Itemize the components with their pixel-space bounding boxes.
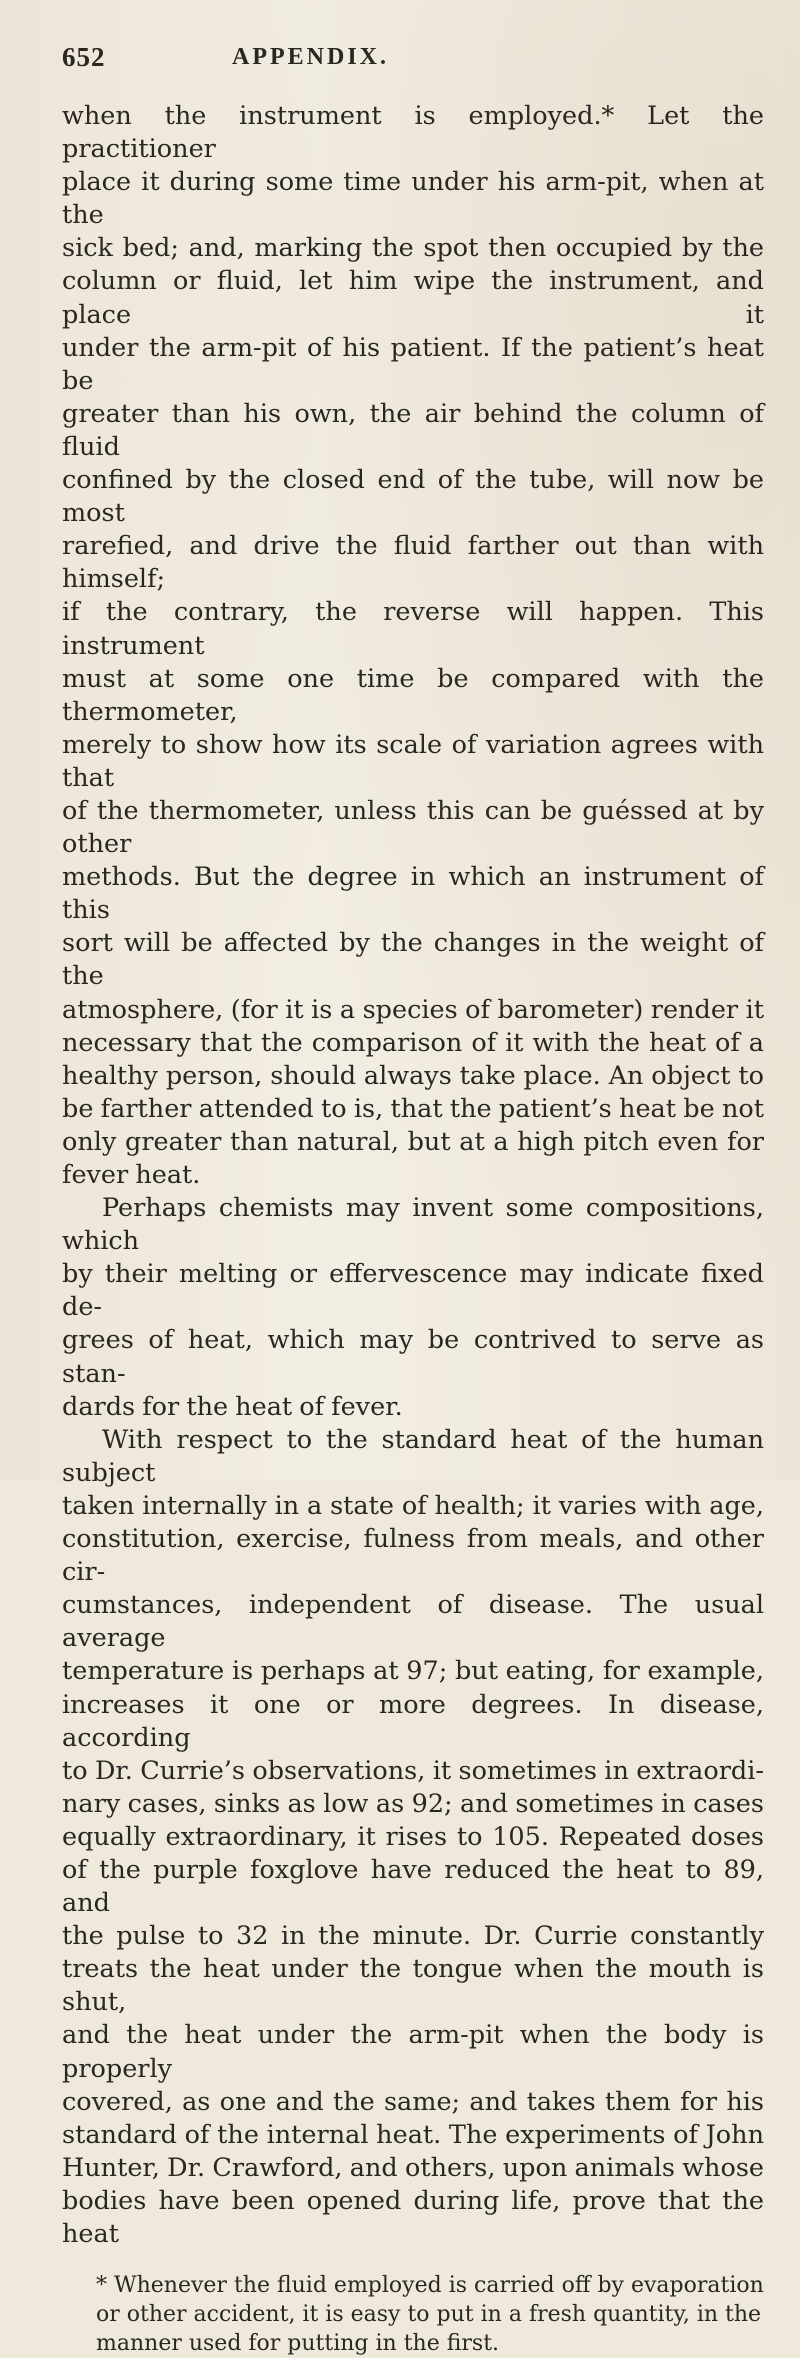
text-line: constitution, exercise, fulness from meals, and other cir- [62,1524,764,1588]
text-line: fever heat. [62,1160,201,1190]
text-line: healthy person, should always take place. An object to [62,1060,764,1091]
text-line: under the arm-pit of his patient. If the patient’s heat be [62,332,764,396]
text-line: increases it one or more degrees. In disease, according [62,1689,764,1753]
text-line: atmosphere, (for it is a species of barometer) render it [62,994,764,1025]
text-line: sort will be affected by the changes in the weight of the [62,928,764,992]
text-line: equally extraordinary, it rises to 105. Repeated doses [62,1821,764,1852]
text-line: temperature is perhaps at 97; but eating, for example, [62,1656,764,1687]
running-head [62,42,764,82]
text-line: be farther attended to is, that the patient’s heat be not [62,1093,764,1124]
text-line: necessary that the comparison of it with the heat of a [62,1027,764,1058]
text-line: bodies have been opened during life, prove that the heat [62,2185,764,2249]
footnote-line: or other accident, it is easy to put in a fresh quantity, in the [96,2302,762,2328]
text-line: the pulse to 32 in the minute. Dr. Currie constantly [62,1921,764,1952]
text-line: confined by the closed end of the tube, will now be most [62,465,764,529]
text-line: place it during some time under his arm-pit, when at the [62,167,764,231]
text-line: taken internally in a state of health; it varies with age, [62,1490,764,1521]
text-line: covered, as one and the same; and takes them for his [62,2086,764,2117]
text-line: merely to show how its scale of variation agrees with that [62,729,764,793]
paragraph-3 [62,1424,764,2251]
text-line: if the contrary, the reverse will happen. This instrument [62,597,764,661]
running-title: APPENDIX. [232,44,389,70]
footnote [62,2271,764,2358]
text-line: With respect to the standard heat of the human subject [62,1424,764,1488]
text-line: standard of the internal heat. The experiments of John [62,2119,764,2150]
text-line: to Dr. Currie’s observations, it sometimes in extraordi- [62,1755,764,1786]
text-line: and the heat under the arm-pit when the body is properly [62,2020,764,2084]
page-number: 652 [62,42,106,72]
text-line: Perhaps chemists may invent some compositions, which [62,1193,764,1257]
footnote-line: * Whenever the fluid employed is carried off by evaporation [96,2273,764,2299]
text-line: by their melting or effervescence may indicate fixed de- [62,1259,764,1323]
text-line: column or fluid, let him wipe the instrument, and place it [62,266,764,330]
paragraph-1 [62,100,764,1192]
text-line: rarefied, and drive the fluid farther out than with himself; [62,531,764,595]
text-line: methods. But the degree in which an instrument of this [62,862,764,926]
text-line: greater than his own, the air behind the column of fluid [62,398,764,462]
text-line: Hunter, Dr. Crawford, and others, upon animals whose [62,2152,764,2183]
body-text [62,100,764,2251]
text-line: treats the heat under the tongue when the mouth is shut, [62,1954,764,2018]
text-line: nary cases, sinks as low as 92; and sometimes in cases [62,1788,764,1819]
text-line: dards for the heat of fever. [62,1391,403,1422]
text-line: grees of heat, which may be contrived to serve as stan- [62,1325,764,1389]
text-line: cumstances, independent of disease. The usual average [62,1590,764,1654]
text-line: must at some one time be compared with the thermometer, [62,663,764,727]
text-line: only greater than natural, but at a high pitch even for [62,1126,764,1157]
text-line: when the instrument is employed.* Let the practitioner [62,101,764,165]
text-line: of the thermometer, unless this can be guéssed at by other [62,795,764,860]
paragraph-2 [62,1192,764,1424]
footnote-line: manner used for putting in the first. [96,2331,500,2357]
text-line: sick bed; and, marking the spot then occupied by the [62,233,764,264]
text-line: of the purple foxglove have reduced the heat to 89, and [62,1854,764,1919]
